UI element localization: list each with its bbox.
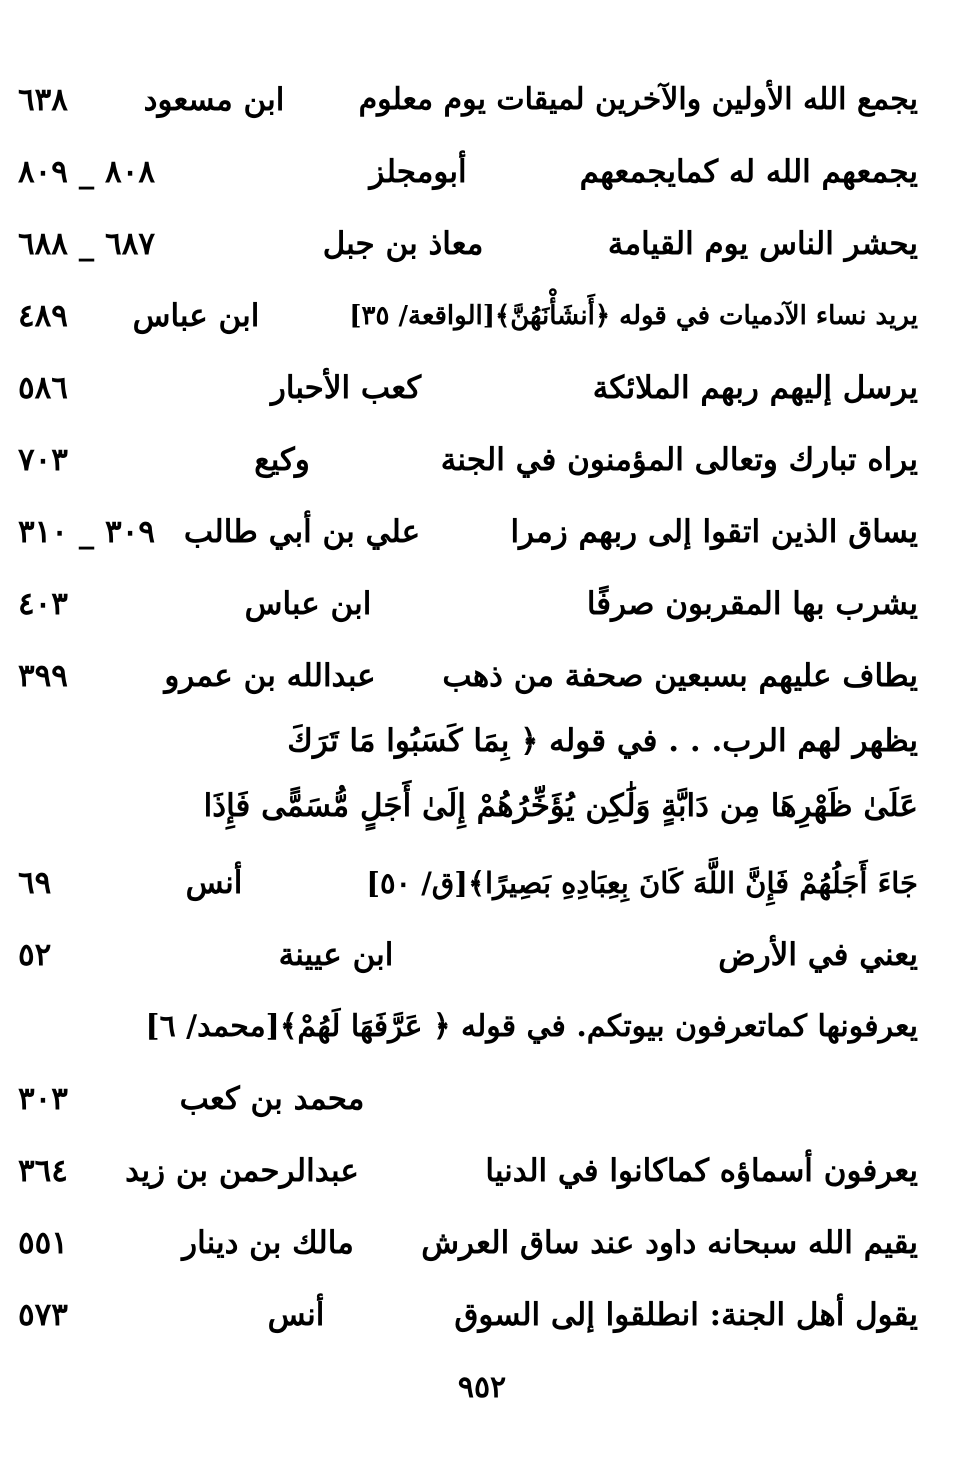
entry-saying: جَاءَ أَجَلُهُمْ فَإِنَّ اللَّهَ كَانَ بِعِبَادِهِ بَصِيرًا﴾[ق/ ٥٠] bbox=[366, 866, 918, 900]
entry-page-ref: ٥٧٣ bbox=[18, 1297, 68, 1333]
entry-narrator bbox=[0, 774, 130, 838]
entry-narrator: علي بن أبي طالب bbox=[183, 514, 421, 550]
index-entry bbox=[18, 428, 918, 492]
entry-saying: يجمع الله الأولين والآخرين لميقات يوم معلوم bbox=[358, 82, 918, 117]
entry-saying: يظهر لهم الرب. . . في قوله ﴿ بِمَا كَسَبُوا مَا تَرَكَ bbox=[287, 723, 918, 759]
entry-page-ref: ٥٥١ bbox=[18, 1225, 68, 1261]
index-entry bbox=[18, 284, 918, 348]
entry-page-ref: ٨٠٨ _ ٨٠٩ bbox=[18, 154, 155, 190]
entry-page-ref: ٣٠٣ bbox=[18, 1081, 68, 1117]
entry-saying: يريد نساء الآدميات في قوله ﴿أَنشَأْنَهُنَّ﴾[الواقعة/ ٣٥] bbox=[349, 301, 918, 331]
entry-page-ref: ٤٠٣ bbox=[18, 586, 68, 622]
entry-narrator: أبومجلز bbox=[369, 154, 467, 190]
entry-narrator: ابن مسعود bbox=[143, 82, 285, 118]
index-entry bbox=[18, 68, 918, 132]
entry-narrator: أنس bbox=[185, 865, 243, 901]
entry-narrator: معاذ بن جبل bbox=[322, 226, 484, 262]
entry-saying: يقول أهل الجنة: انطلقوا إلى السوق bbox=[454, 1297, 918, 1333]
entry-page-ref: ٣٠٩ _ ٣١٠ bbox=[18, 514, 155, 550]
entry-narrator: ابن عباس bbox=[244, 586, 372, 622]
index-entry bbox=[18, 1067, 918, 1131]
entry-saying: يعني في الأرض bbox=[718, 937, 918, 973]
entry-page-ref: ٦٣٨ bbox=[18, 82, 68, 118]
index-entry bbox=[18, 500, 918, 564]
entry-narrator bbox=[0, 709, 130, 773]
entry-narrator bbox=[0, 995, 130, 1059]
entry-page-ref: ٦٨٧ _ ٦٨٨ bbox=[18, 226, 155, 262]
entry-narrator: وكيع bbox=[254, 442, 310, 478]
entry-narrator: كعب الأحبار bbox=[270, 370, 422, 406]
entry-narrator: ابن عيينة bbox=[278, 937, 394, 973]
index-entry bbox=[18, 1211, 918, 1275]
entry-page-ref: ٣٩٩ bbox=[18, 658, 68, 694]
index-entry bbox=[18, 923, 918, 987]
entry-narrator: ابن عباس bbox=[132, 298, 260, 334]
index-entry bbox=[18, 644, 918, 708]
entry-page-ref: ٥٢ bbox=[18, 937, 52, 973]
entry-page-ref: ٤٨٩ bbox=[18, 298, 68, 334]
index-entry bbox=[18, 212, 918, 276]
entry-saying: عَلَىٰ ظَهْرِهَا مِن دَابَّةٍ وَلَٰكِن يُؤَخِّرُهُمْ إِلَىٰ أَجَلٍ مُّسَمًّى فَإِذَا bbox=[203, 788, 918, 824]
entry-page-ref: ٣٦٤ bbox=[18, 1153, 68, 1189]
entry-saying: يعرفون أسماؤه كماكانوا في الدنيا bbox=[485, 1153, 918, 1189]
entry-saying: يساق الذين اتقوا إلى ربهم زمرا bbox=[510, 514, 918, 550]
index-entry bbox=[18, 572, 918, 636]
entry-narrator: عبدالله بن عمرو bbox=[164, 658, 376, 694]
entry-saying: يحشر الناس يوم القيامة bbox=[607, 226, 918, 262]
entry-page-ref: ٥٨٦ bbox=[18, 370, 68, 406]
page-number: ٩٥٢ bbox=[457, 1370, 507, 1405]
entry-saying: يرسل إليهم ربهم الملائكة bbox=[592, 370, 918, 406]
entry-narrator: محمد بن كعب bbox=[179, 1081, 365, 1117]
entry-saying: يقيم الله سبحانه داود عند ساق العرش bbox=[421, 1225, 918, 1261]
index-entry bbox=[18, 1283, 918, 1347]
entry-saying: يشرب بها المقربون صرفًا bbox=[586, 586, 918, 622]
index-entry bbox=[18, 356, 918, 420]
entry-saying: يجمعهم الله له كمايجمعهم bbox=[579, 154, 918, 190]
index-entry bbox=[18, 851, 918, 915]
index-entry bbox=[18, 1139, 918, 1203]
index-entry bbox=[18, 709, 918, 773]
entry-saying: يطاف عليهم بسبعين صحفة من ذهب bbox=[442, 658, 918, 694]
index-entry bbox=[18, 774, 918, 838]
index-entry bbox=[18, 140, 918, 204]
entry-page-ref: ٦٩ bbox=[18, 865, 52, 901]
entry-saying: يعرفونها كماتعرفون بيوتكم. في قوله ﴿ عَرَّفَهَا لَهُمْ﴾[محمد/ ٦] bbox=[145, 1009, 918, 1044]
entry-narrator: عبدالرحمن بن زيد bbox=[125, 1153, 359, 1189]
index-entry bbox=[18, 995, 918, 1059]
entry-narrator: أنس bbox=[267, 1297, 325, 1333]
entry-page-ref: ٧٠٣ bbox=[18, 442, 68, 478]
entry-narrator: مالك بن دينار bbox=[182, 1225, 354, 1261]
entry-saying: يراه تبارك وتعالى المؤمنون في الجنة bbox=[440, 442, 918, 478]
